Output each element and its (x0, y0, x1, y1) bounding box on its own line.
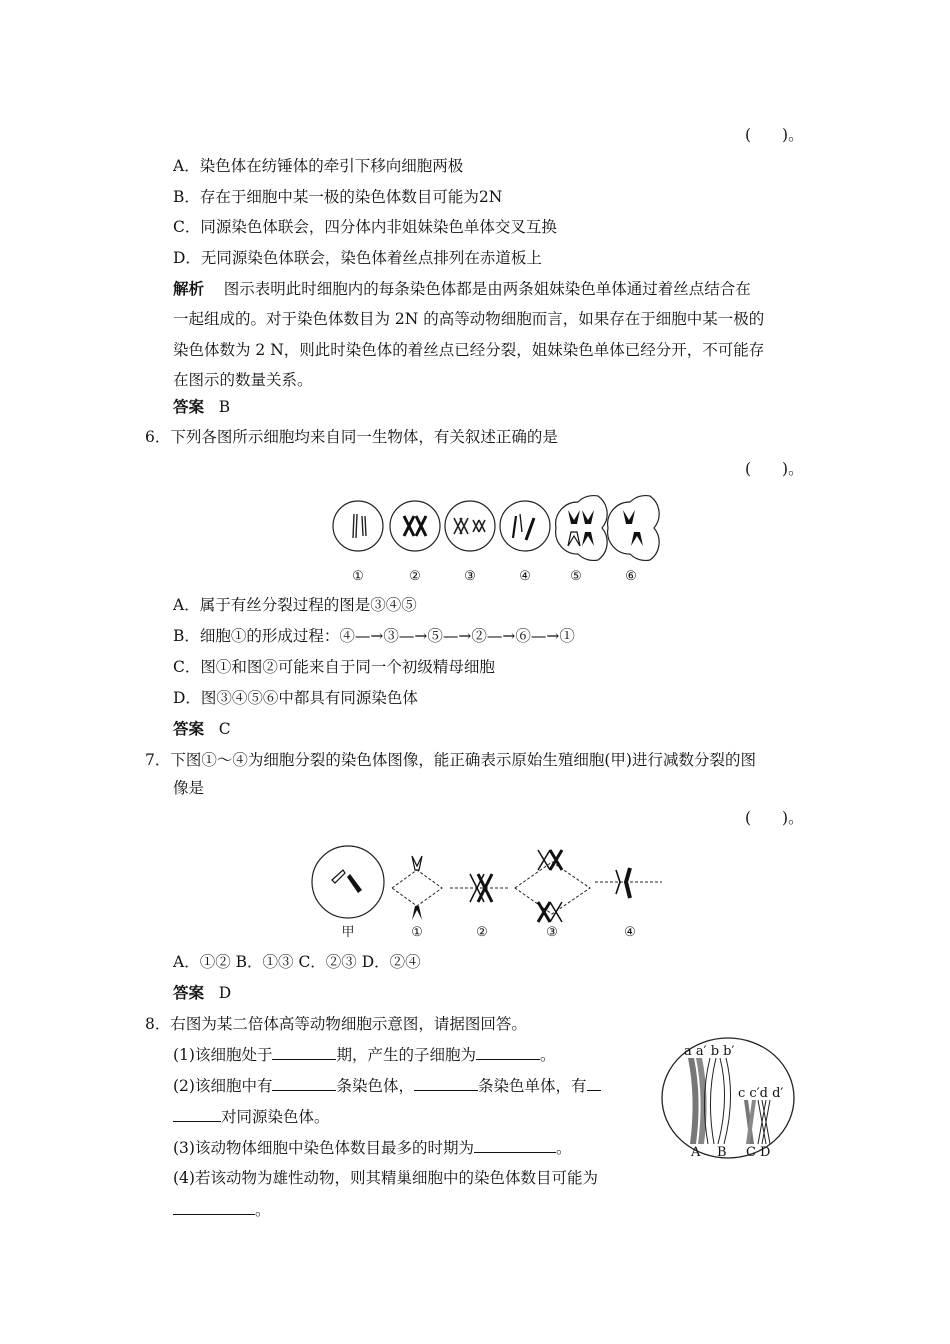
q8-fig-small-labels: c c′d d′ (738, 1086, 784, 1101)
q8-fig-label-B: B (717, 1145, 727, 1160)
q6-option-b: B．细胞①的形成过程：④—→③—→⑤—→②—→⑥—→① (173, 627, 575, 645)
fig-2-spindle (450, 874, 510, 902)
q6-fig-label-3: ③ (464, 569, 476, 584)
chromosome-A (688, 1058, 707, 1144)
q8-s2-blank-2[interactable] (414, 1076, 478, 1091)
cell-2-chromosomes (404, 516, 426, 536)
q8-s1-blank-2[interactable] (476, 1045, 540, 1060)
q8-s4-text-b: 。 (255, 1201, 271, 1219)
q8-s1-text-a: (1)该细胞处于 (173, 1046, 273, 1064)
chromosome-D (758, 1100, 770, 1144)
q8-s3-text-b: 。 (555, 1139, 572, 1157)
cell-jia-membrane (312, 846, 384, 918)
q5-option-a: A．染色体在纺锤体的牵引下移向细胞两极 (173, 157, 464, 175)
answer-value: B (218, 398, 231, 416)
cell-6-membrane (608, 496, 660, 561)
q5-analysis-line-3: 染色体数为 2 N，则此时染色体的着丝点已经分裂，姐妹染色单体已经分开，不可能存 (173, 341, 765, 359)
q5-answer-paren: ( )。 (745, 126, 804, 144)
q7-answer-paren: ( )。 (745, 809, 804, 827)
q7-fig-label-4: ④ (624, 925, 636, 940)
q6-answer (173, 719, 231, 739)
q8-sub-4: (4)若该动物为雄性动物，则其精巢细胞中的染色体数目可能为 (173, 1169, 598, 1187)
q6-answer-paren: ( )。 (745, 460, 804, 478)
q5-option-c: C．同源染色体联会，四分体内非姐妹染色单体交叉互换 (173, 218, 557, 236)
q8-s2-text-a: (2)该细胞中有 (173, 1077, 273, 1095)
q5-answer (173, 397, 230, 417)
q6-option-c: C．图①和图②可能来自于同一个初级精母细胞 (173, 658, 495, 676)
q6-fig-label-1: ① (352, 569, 364, 584)
q5-analysis-line-2: 一起组成的。对于染色体数目为 2N 的高等动物细胞而言，如果存在于细胞中某一极的 (173, 310, 765, 328)
answer-label: 答案 (173, 719, 205, 738)
q7-figure (310, 840, 670, 940)
cell-1-chromosomes (353, 514, 366, 538)
q6-fig-label-5: ⑤ (570, 569, 582, 584)
q8-s2-blank-3a[interactable] (587, 1076, 601, 1091)
answer-value: D (218, 984, 232, 1002)
fig-1-spindle (392, 856, 442, 920)
analysis-label: 解析 (173, 279, 205, 298)
q8-fig-label-C: C (746, 1145, 756, 1160)
answer-value: C (218, 720, 231, 738)
q8-sub-1 (173, 1045, 556, 1065)
q8-s2-blank-3b[interactable] (173, 1107, 221, 1122)
q8-sub-4-cont (173, 1200, 271, 1220)
q6-fig-label-4: ④ (519, 569, 531, 584)
q6-figure (330, 488, 660, 586)
q5-option-b: B．存在于细胞中某一极的染色体数目可能为2N (173, 188, 503, 206)
q8-fig-top-labels: a a′ b b′ (684, 1044, 735, 1059)
cell-4-membrane (500, 501, 550, 551)
q8-s1-text-c: 。 (539, 1046, 556, 1064)
q7-stem-line-1: 7．下图①～④为细胞分裂的染色体图像，能正确表示原始生殖细胞(甲)进行减数分裂的图 (145, 751, 756, 769)
answer-label: 答案 (173, 397, 205, 416)
q8-s3-text-a: (3)该动物体细胞中染色体数目最多的时期为 (173, 1139, 474, 1157)
cell-3-membrane (445, 501, 495, 551)
q6-fig-label-2: ② (409, 569, 421, 584)
q5-analysis-line-4: 在图示的数量关系。 (173, 371, 313, 389)
q8-sub-2-cont (173, 1107, 330, 1127)
q8-sub-3 (173, 1138, 571, 1158)
q8-s1-blank-1[interactable] (272, 1045, 336, 1060)
analysis-text: 图示表明此时细胞内的每条染色体都是由两条姐妹染色单体通过着丝点结合在 (223, 280, 751, 298)
q7-stem-line-2: 像是 (173, 779, 205, 797)
q8-s3-blank[interactable] (474, 1138, 556, 1153)
q8-sub-2 (173, 1076, 601, 1096)
q8-s1-text-b: 期，产生的子细胞为 (336, 1046, 476, 1064)
chromosome-C (744, 1100, 756, 1144)
q8-fig-label-A: A (691, 1145, 701, 1160)
q5-option-d: D．无同源染色体联会，染色体着丝点排列在赤道板上 (173, 249, 542, 267)
cell-1-membrane (333, 501, 383, 551)
cell-4-chromosomes (513, 514, 534, 540)
cell-5-chromosomes (568, 510, 594, 546)
q7-fig-label-1: ① (411, 925, 423, 940)
q8-cell-figure (660, 1036, 800, 1166)
q6-stem: 6．下列各图所示细胞均来自同一生物体，有关叙述正确的是 (145, 428, 558, 446)
q6-option-d: D．图③④⑤⑥中都具有同源染色体 (173, 689, 418, 707)
q8-s4-blank[interactable] (173, 1200, 255, 1215)
q8-s2-text-d: 对同源染色体。 (221, 1108, 330, 1126)
fig-3-spindle (515, 850, 590, 922)
q7-fig-label-jia: 甲 (341, 925, 355, 940)
fig-4-spindle (595, 868, 662, 898)
q8-s2-text-c: 条染色单体，有 (477, 1077, 587, 1095)
q8-fig-label-D: D (760, 1145, 771, 1160)
chromosome-B (704, 1058, 730, 1144)
cell-2-membrane (390, 501, 440, 551)
cell-6-chromosomes (623, 510, 643, 546)
q7-fig-label-2: ② (476, 925, 488, 940)
q7-fig-label-3: ③ (546, 925, 558, 940)
q8-s2-blank-1[interactable] (272, 1076, 336, 1091)
q7-answer (173, 983, 231, 1003)
cell-3-chromosomes (454, 518, 485, 534)
answer-label: 答案 (173, 983, 205, 1002)
q8-s2-text-b: 条染色体， (336, 1077, 414, 1095)
q6-fig-label-6: ⑥ (625, 569, 637, 584)
q6-option-a: A．属于有丝分裂过程的图是③④⑤ (173, 596, 417, 614)
cell-jia-chromosomes (332, 870, 362, 893)
q8-stem: 8．右图为某二倍体高等动物细胞示意图，请据图回答。 (145, 1015, 527, 1033)
q5-analysis-line-1 (173, 279, 751, 299)
cell-5-membrane (556, 496, 608, 561)
q7-options: A．①② B．①③ C．②③ D．②④ (173, 953, 421, 971)
